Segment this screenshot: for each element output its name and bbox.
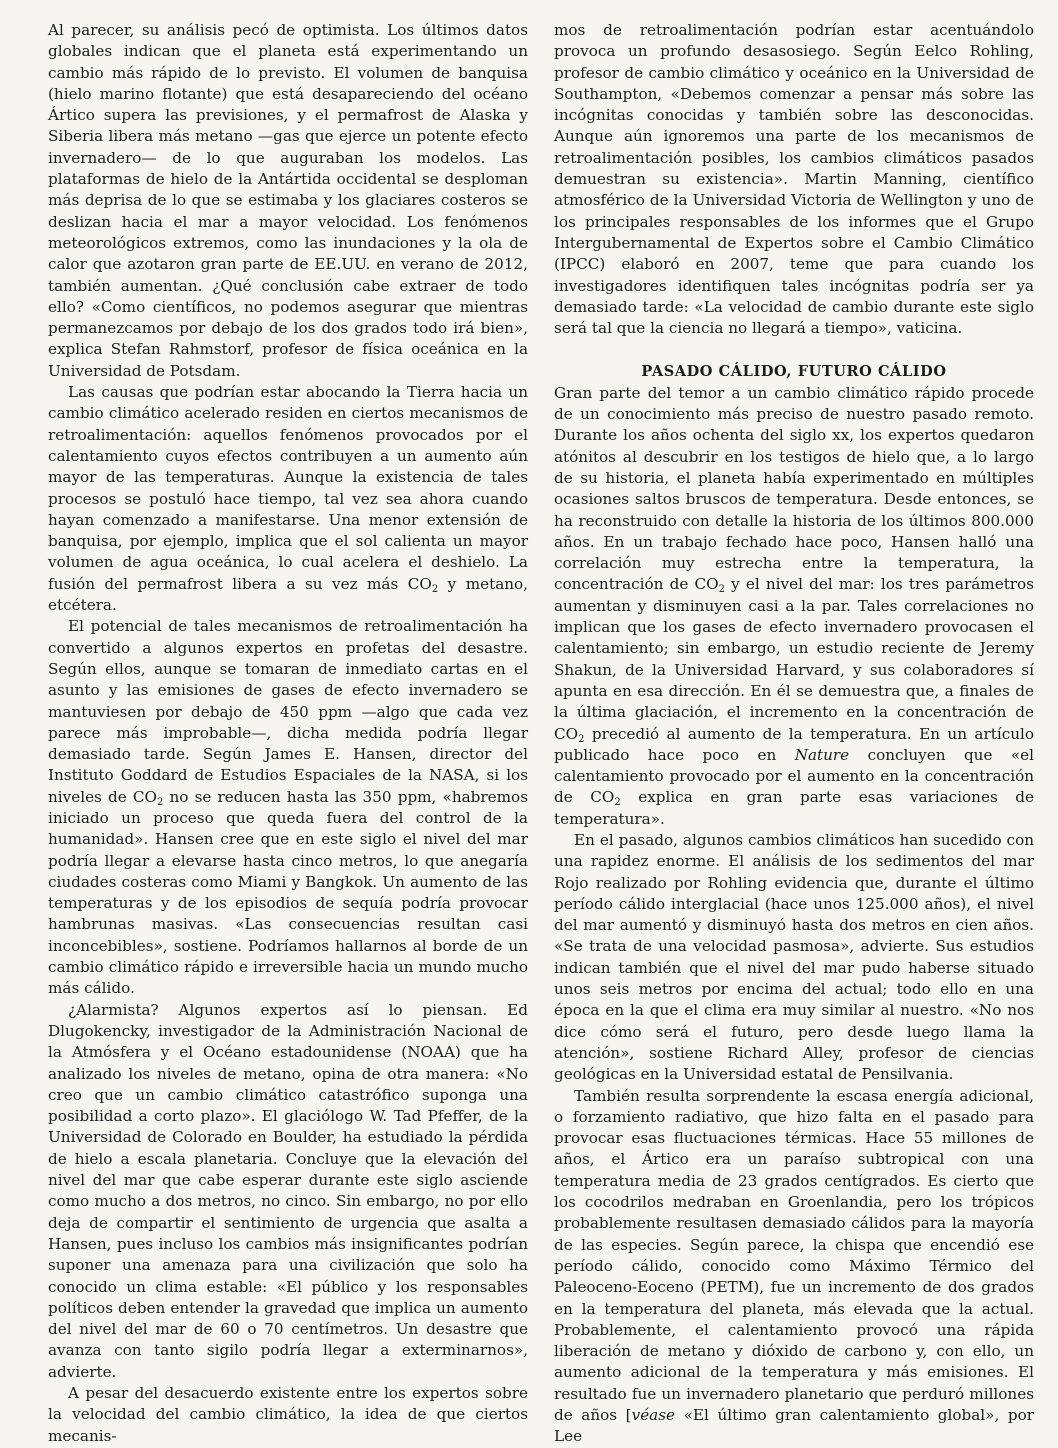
paragraph: Las causas que podrían estar abocando la Tierra hacia un cambio climático acelerado residen en ciertos mecanismos de retroalimentación: aquellos fenómenos provocados por el calentamiento cuyos efectos contribuyen a un aumento aún mayor de las temperaturas. Aunque la existencia de tales procesos se postuló hace tiempo, tal vez sea ahora cuando hayan comenzado a manifestarse. Una menor extensión de banquisa, por ejemplo, implica que el sol calienta un mayor volumen de agua oceánica, lo cual acelera el deshielo. La fusión del permafrost libera a su vez más $CO_2$ y metano, etcétera. [48,383,528,615]
paragraph: El potencial de tales mecanismos de retroalimentación ha convertido a algunos expertos en profetas del desastre. Según ellos, aunque se tomaran de inmediato cartas en el asunto y las emisiones de gases de efecto invernadero se mantuviesen por debajo de 450 ppm —algo que cada vez parece más improbable—, dicha medida podría llegar demasiado tarde. Según James E. Hansen, director del Instituto Goddard de Estudios Espaciales de la NASA, si los niveles de $CO_2$ no se reducen hasta las 350 ppm, «habremos iniciado un proceso que queda fuera del control de la humanidad». Hansen cree que en este siglo el nivel del mar podría llegar a elevarse hasta cinco metros, lo que anegaría ciudades costeras como Miami y Bangkok. Un aumento de las temperaturas y de los episodios de sequía podría provocar hambrunas masivas. «Las consecuencias resultan casi inconcebibles», sostiene. Podríamos hallarnos al borde de un cambio climático rápido e irreversible hacia un mundo mucho más cálido. [48,617,528,998]
subscript: 2 [614,797,621,809]
subscript: 2 [431,583,439,595]
paragraph: Gran parte del temor a un cambio climático rápido procede de un conocimiento más preciso de nuestro pasado remoto. Durante los años ochenta del siglo xx, los expertos quedaron atónitos al descubrir en los testigos de hielo que, a lo largo de su historia, el planeta había experimentado en múltiples ocasiones saltos bruscos de temperatura. Desde entonces, se ha reconstruido con detalle la historia de los últimos 800.000 años. En un trabajo fechado hace poco, Hansen halló una correlación muy estrecha entre la temperatura, la concentración de $CO_2$ y el nivel del mar: los tres parámetros aumentan y disminuyen casi a la par. Tales correlaciones no implican que los gases de efecto invernadero provocasen el calentamiento; sin embargo, un estudio reciente de Jeremy Shakun, de la Universidad Harvard, y sus colaboradores sí apunta en esa dirección. En él se demuestra que, a finales de la última glaciación, el incremento en la concentración de $CO_2$ precedió al aumento de la temperatura. En un artículo publicado hace poco en Nature concluyen que «el calentamiento provocado por el aumento en la concentración de $CO_2$ explica en gran parte esas variaciones de temperatura». [554,383,1034,828]
right-column [554,20,1034,1446]
paragraph: ¿Alarmista? Algunos expertos así lo piensan. Ed Dlugokencky, investigador de la Administración Nacional de la Atmósfera y el Océano estadounidense (NOAA) que ha analizado los niveles de metano, opina de otra manera: «No creo que un cambio climático catastrófico suponga una posibilidad a corto plazo». El glaciólogo W. Tad Pfeffer, de la Universidad de Colorado en Boulder, ha estudiado la pérdida de hielo a escala planetaria. Concluye que la elevación del nivel del mar que cabe esperar durante este siglo asciende como mucho a dos metros, no cinco. Sin embargo, no por ello deja de compartir el sentimiento de urgencia que asalta a Hansen, pues incluso los cambios más insignificantes podrían suponer una amenaza para una civilización que solo ha conocido un clima estable: «El público y los responsables políticos deben entender la gravedad que implica un aumento del nivel del mar de 60 o 70 centímetros. Un desastre que avanza con tanto sigilo podría llegar a exterminarnos», advierte. [48,1000,528,1381]
left-column [48,20,528,1445]
subscript: 2 [578,733,585,745]
paragraph: mos de retroalimentación podrían estar acentuándolo provoca un profundo desasosiego. Según Eelco Rohling, profesor de cambio climático y oceánico en la Universidad de Southampton, «Debemos comenzar a pensar más sobre las incógnitas conocidas y también sobre las desconocidas. Aunque aún ignoremos una parte de los mecanismos de retroalimentación posibles, los cambios climáticos pasados demuestran su existencia». Martin Manning, científico atmosférico de la Universidad Victoria de Wellington y uno de los principales responsables de los informes que el Grupo Intergubernamental de Expertos sobre el Cambio Climático (IPCC) elaboró en 2007, teme que para cuando los investigadores identifiquen tales incógnitas podría ser ya demasiado tarde: «La velocidad de cambio durante este siglo será tal que la ciencia no llegará a tiempo», vaticina. [554,21,1034,338]
paragraph: Al parecer, su análisis pecó de optimista. Los últimos datos globales indican que el planeta está experimentando un cambio más rápido de lo previsto. El volumen de banquisa (hielo marino flotante) que está desapareciendo del océano Ártico supera las previsiones, y el permafrost de Alaska y Siberia libera más metano —gas que ejerce un potente efecto invernadero— de lo que auguraban los modelos. Las plataformas de hielo de la Antártida occidental se desploman más deprisa de lo que se estimaba y los glaciares costeros se deslizan hacia el mar a mayor velocidad. Los fenómenos meteorológicos extremos, como las inundaciones y la ola de calor que azotaron gran parte de EE.UU. en verano de 2012, también aumentan. ¿Qué conclusión cabe extraer de todo ello? «Como científicos, no podemos asegurar que mientras permanezcamos por debajo de los dos grados todo irá bien», explica Stefan Rahmstorf, profesor de física oceánica en la Universidad de Potsdam. [48,21,528,380]
italic-word: véase [631,1406,676,1424]
section-heading: PASADO CÁLIDO, FUTURO CÁLIDO [641,363,947,381]
paragraph: También resulta sorprendente la escasa energía adicional, o forzamiento radiativo, que hizo falta en el pasado para provocar esas fluctuaciones térmicas. Hace 55 millones de años, el Ártico era un paraíso subtropical con una temperatura media de 23 grados centígrados. Es cierto que los cocodrilos medraban en Groenlandia, pero los trópicos probablemente resultasen demasiado cálidos para la mayoría de las especies. Según parece, la chispa que encendió ese período cálido, conocido como Máximo Térmico del Paleoceno-Eoceno (PETM), fue un incremento de dos grados en la temperatura del planeta, más elevada que la actual. Probablemente, el calentamiento provocó una rápida liberación de metano y dióxido de carbono y, con ello, un aumento adicional de la temperatura y más emisiones. El resultado fue un invernadero planetario que perduró millones de años [véase «El último gran calentamiento global», por Lee [554,1086,1034,1446]
subscript: 2 [718,584,725,596]
paragraph: A pesar del desacuerdo existente entre los expertos sobre la velocidad del cambio climático, la idea de que ciertos mecanis- [48,1384,528,1445]
subscript: 2 [156,796,164,808]
journal-name: Nature [794,745,850,764]
paragraph: En el pasado, algunos cambios climáticos han sucedido con una rapidez enorme. El análisis de los sedimentos del mar Rojo realizado por Rohling evidencia que, durante el último período cálido interglacial (hace unos 125.000 años), el nivel del mar aumentó y disminuyó hasta dos metros en cien años. «Se trata de una velocidad pasmosa», advierte. Sus estudios indican también que el nivel del mar pudo haberse situado unos seis metros por encima del actual; todo ello en una época en la que el clima era muy similar al nuestro. «No nos dice cómo será el futuro, pero desde luego llama la atención», sostiene Richard Alley, profesor de ciencias geológicas en la Universidad estatal de Pensilvania. [554,830,1034,1084]
